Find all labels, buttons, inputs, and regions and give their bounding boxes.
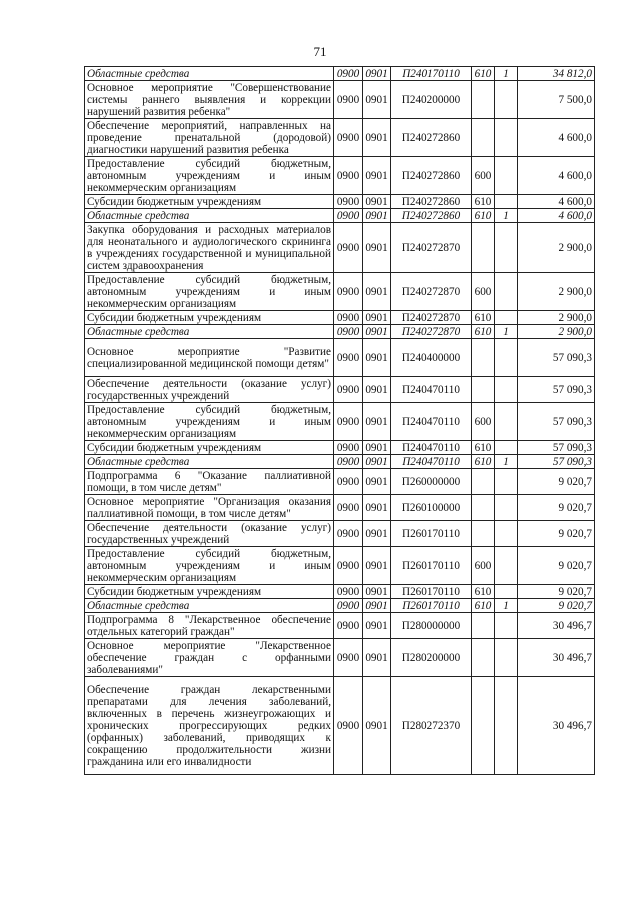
amount-cell: 57 090,3 — [518, 455, 595, 469]
table-row — [85, 377, 595, 403]
amount-cell: 4 600,0 — [518, 209, 595, 223]
expense-type-cell — [472, 639, 495, 677]
amount-cell: 2 900,0 — [518, 273, 595, 311]
section-code-cell: 0900 — [334, 585, 363, 599]
funding-source-cell — [495, 223, 518, 273]
subsection-code-cell: 0901 — [363, 613, 391, 639]
row-name-cell: Обеспечение мероприятий, направленных на проведение пренатальной (дородовой) диагностики нарушений развития ребенка — [85, 119, 334, 157]
amount-cell: 4 600,0 — [518, 195, 595, 209]
subsection-code-cell: 0901 — [363, 273, 391, 311]
target-code-cell: П260170110 — [391, 599, 472, 613]
expense-type-cell: 610 — [472, 455, 495, 469]
subsection-code-cell: 0901 — [363, 67, 391, 81]
row-name-cell: Субсидии бюджетным учреждениям — [85, 441, 334, 455]
row-name-cell: Основное мероприятие "Лекарственное обеспечение граждан с орфанными заболеваниями" — [85, 639, 334, 677]
target-code-cell: П280200000 — [391, 639, 472, 677]
row-name-cell: Предоставление субсидий бюджетным, автономным учреждениям и иным некоммерческим организациям — [85, 547, 334, 585]
section-code-cell: 0900 — [334, 195, 363, 209]
section-code-cell: 0900 — [334, 469, 363, 495]
row-name-cell: Предоставление субсидий бюджетным, автономным учреждениям и иным некоммерческим организациям — [85, 157, 334, 195]
table-row — [85, 639, 595, 677]
subsection-code-cell: 0901 — [363, 339, 391, 377]
funding-source-cell — [495, 547, 518, 585]
expense-type-cell — [472, 81, 495, 119]
amount-cell: 57 090,3 — [518, 377, 595, 403]
table-row — [85, 403, 595, 441]
amount-cell: 9 020,7 — [518, 495, 595, 521]
row-name-cell: Предоставление субсидий бюджетным, автономным учреждениям и иным некоммерческим организациям — [85, 273, 334, 311]
table-row — [85, 585, 595, 599]
table-row — [85, 195, 595, 209]
target-code-cell: П280000000 — [391, 613, 472, 639]
subsection-code-cell: 0901 — [363, 455, 391, 469]
subsection-code-cell: 0901 — [363, 677, 391, 775]
funding-source-cell — [495, 273, 518, 311]
row-name-cell: Обеспечение деятельности (оказание услуг) государственных учреждений — [85, 377, 334, 403]
row-name-cell: Подпрограмма 8 "Лекарственное обеспечение отдельных категорий граждан" — [85, 613, 334, 639]
table-row — [85, 223, 595, 273]
funding-source-cell — [495, 639, 518, 677]
table-row — [85, 495, 595, 521]
row-name-cell: Областные средства — [85, 325, 334, 339]
subsection-code-cell: 0901 — [363, 469, 391, 495]
table-row — [85, 81, 595, 119]
section-code-cell: 0900 — [334, 639, 363, 677]
amount-cell: 57 090,3 — [518, 339, 595, 377]
table-row — [85, 157, 595, 195]
expense-type-cell: 610 — [472, 599, 495, 613]
section-code-cell: 0900 — [334, 223, 363, 273]
funding-source-row — [85, 325, 595, 339]
row-name-cell: Субсидии бюджетным учреждениям — [85, 585, 334, 599]
target-code-cell: П240272870 — [391, 311, 472, 325]
subsection-code-cell: 0901 — [363, 223, 391, 273]
expense-type-cell — [472, 495, 495, 521]
subsection-code-cell: 0901 — [363, 547, 391, 585]
expense-type-cell: 600 — [472, 403, 495, 441]
section-code-cell: 0900 — [334, 495, 363, 521]
funding-source-cell — [495, 119, 518, 157]
subsection-code-cell: 0901 — [363, 599, 391, 613]
section-code-cell: 0900 — [334, 325, 363, 339]
section-code-cell: 0900 — [334, 599, 363, 613]
subsection-code-cell: 0901 — [363, 585, 391, 599]
section-code-cell: 0900 — [334, 273, 363, 311]
subsection-code-cell: 0901 — [363, 195, 391, 209]
funding-source-cell — [495, 469, 518, 495]
funding-source-cell: 1 — [495, 67, 518, 81]
funding-source-row — [85, 599, 595, 613]
section-code-cell: 0900 — [334, 119, 363, 157]
target-code-cell: П240400000 — [391, 339, 472, 377]
table-row — [85, 311, 595, 325]
funding-source-cell — [495, 157, 518, 195]
expense-type-cell: 610 — [472, 209, 495, 223]
target-code-cell: П240470110 — [391, 403, 472, 441]
section-code-cell: 0900 — [334, 81, 363, 119]
expense-type-cell: 600 — [472, 547, 495, 585]
funding-source-cell: 1 — [495, 209, 518, 223]
target-code-cell: П260170110 — [391, 521, 472, 547]
subsection-code-cell: 0901 — [363, 157, 391, 195]
amount-cell: 9 020,7 — [518, 585, 595, 599]
row-name-cell: Областные средства — [85, 67, 334, 81]
target-code-cell: П240470110 — [391, 377, 472, 403]
table-row — [85, 547, 595, 585]
row-name-cell: Основное мероприятие "Организация оказания паллиативной помощи, в том числе детям" — [85, 495, 334, 521]
row-name-cell: Подпрограмма 6 "Оказание паллиативной помощи, в том числе детям" — [85, 469, 334, 495]
target-code-cell: П240200000 — [391, 81, 472, 119]
funding-source-cell — [495, 403, 518, 441]
amount-cell: 9 020,7 — [518, 599, 595, 613]
section-code-cell: 0900 — [334, 521, 363, 547]
expense-type-cell — [472, 613, 495, 639]
section-code-cell: 0900 — [334, 455, 363, 469]
expense-type-cell: 610 — [472, 311, 495, 325]
funding-source-cell — [495, 585, 518, 599]
row-name-cell: Обеспечение граждан лекарственными препаратами для лечения заболеваний, включенных в перечень жизнеугрожающих и хронических прогрессирующих редких (орфанных) заболеваний, приводящих к сокращению продолжительности жизни гражданина или его инвалидности — [85, 677, 334, 775]
funding-source-cell — [495, 495, 518, 521]
funding-source-cell — [495, 521, 518, 547]
section-code-cell: 0900 — [334, 377, 363, 403]
funding-source-cell: 1 — [495, 455, 518, 469]
table-row — [85, 469, 595, 495]
table-row — [85, 119, 595, 157]
expense-type-cell: 610 — [472, 195, 495, 209]
section-code-cell: 0900 — [334, 209, 363, 223]
subsection-code-cell: 0901 — [363, 311, 391, 325]
subsection-code-cell: 0901 — [363, 377, 391, 403]
expense-type-cell: 610 — [472, 67, 495, 81]
table-row — [85, 441, 595, 455]
funding-source-cell: 1 — [495, 325, 518, 339]
funding-source-cell — [495, 311, 518, 325]
row-name-cell: Областные средства — [85, 455, 334, 469]
amount-cell: 30 496,7 — [518, 639, 595, 677]
subsection-code-cell: 0901 — [363, 495, 391, 521]
target-code-cell: П240470110 — [391, 441, 472, 455]
section-code-cell: 0900 — [334, 547, 363, 585]
amount-cell: 7 500,0 — [518, 81, 595, 119]
table-row — [85, 339, 595, 377]
target-code-cell: П240272870 — [391, 325, 472, 339]
funding-source-cell — [495, 441, 518, 455]
section-code-cell: 0900 — [334, 613, 363, 639]
amount-cell: 4 600,0 — [518, 157, 595, 195]
funding-source-row — [85, 209, 595, 223]
row-name-cell: Субсидии бюджетным учреждениям — [85, 195, 334, 209]
expense-type-cell — [472, 521, 495, 547]
row-name-cell: Областные средства — [85, 599, 334, 613]
expense-type-cell: 610 — [472, 441, 495, 455]
section-code-cell: 0900 — [334, 339, 363, 377]
funding-source-cell: 1 — [495, 599, 518, 613]
funding-source-cell — [495, 195, 518, 209]
expense-type-cell — [472, 119, 495, 157]
amount-cell: 30 496,7 — [518, 613, 595, 639]
table-row — [85, 273, 595, 311]
row-name-cell: Основное мероприятие "Совершенствование системы раннего выявления и коррекции нарушений развития ребенка" — [85, 81, 334, 119]
section-code-cell: 0900 — [334, 157, 363, 195]
amount-cell: 2 900,0 — [518, 325, 595, 339]
amount-cell: 2 900,0 — [518, 311, 595, 325]
amount-cell: 57 090,3 — [518, 403, 595, 441]
target-code-cell: П280272370 — [391, 677, 472, 775]
expense-type-cell: 610 — [472, 325, 495, 339]
budget-table — [84, 66, 595, 775]
expense-type-cell — [472, 469, 495, 495]
amount-cell: 9 020,7 — [518, 521, 595, 547]
subsection-code-cell: 0901 — [363, 325, 391, 339]
amount-cell: 34 812,0 — [518, 67, 595, 81]
target-code-cell: П240272860 — [391, 157, 472, 195]
expense-type-cell: 600 — [472, 273, 495, 311]
funding-source-row — [85, 455, 595, 469]
expense-type-cell: 600 — [472, 157, 495, 195]
expense-type-cell — [472, 339, 495, 377]
table-row — [85, 613, 595, 639]
subsection-code-cell: 0901 — [363, 521, 391, 547]
section-code-cell: 0900 — [334, 677, 363, 775]
target-code-cell: П260100000 — [391, 495, 472, 521]
subsection-code-cell: 0901 — [363, 403, 391, 441]
row-name-cell: Субсидии бюджетным учреждениям — [85, 311, 334, 325]
amount-cell: 2 900,0 — [518, 223, 595, 273]
row-name-cell: Обеспечение деятельности (оказание услуг) государственных учреждений — [85, 521, 334, 547]
subsection-code-cell: 0901 — [363, 119, 391, 157]
target-code-cell: П260000000 — [391, 469, 472, 495]
amount-cell: 4 600,0 — [518, 119, 595, 157]
amount-cell: 9 020,7 — [518, 469, 595, 495]
expense-type-cell — [472, 377, 495, 403]
row-name-cell: Закупка оборудования и расходных материалов для неонатального и аудиологического скрининга в учреждениях государственной и муниципальной систем здравоохранения — [85, 223, 334, 273]
section-code-cell: 0900 — [334, 311, 363, 325]
amount-cell: 57 090,3 — [518, 441, 595, 455]
subsection-code-cell: 0901 — [363, 81, 391, 119]
expense-type-cell: 610 — [472, 585, 495, 599]
page-number: 71 — [313, 44, 327, 59]
expense-type-cell — [472, 677, 495, 775]
section-code-cell: 0900 — [334, 441, 363, 455]
section-code-cell: 0900 — [334, 403, 363, 441]
target-code-cell: П240470110 — [391, 455, 472, 469]
section-code-cell: 0900 — [334, 67, 363, 81]
subsection-code-cell: 0901 — [363, 441, 391, 455]
target-code-cell: П240272860 — [391, 209, 472, 223]
table-row — [85, 521, 595, 547]
amount-cell: 9 020,7 — [518, 547, 595, 585]
funding-source-row — [85, 67, 595, 81]
funding-source-cell — [495, 81, 518, 119]
subsection-code-cell: 0901 — [363, 639, 391, 677]
funding-source-cell — [495, 677, 518, 775]
row-name-cell: Областные средства — [85, 209, 334, 223]
amount-cell: 30 496,7 — [518, 677, 595, 775]
target-code-cell: П240170110 — [391, 67, 472, 81]
row-name-cell: Основное мероприятие "Развитие специализированной медицинской помощи детям" — [85, 339, 334, 377]
funding-source-cell — [495, 377, 518, 403]
funding-source-cell — [495, 613, 518, 639]
table-row — [85, 677, 595, 775]
subsection-code-cell: 0901 — [363, 209, 391, 223]
target-code-cell: П240272870 — [391, 273, 472, 311]
expense-type-cell — [472, 223, 495, 273]
target-code-cell: П260170110 — [391, 547, 472, 585]
row-name-cell: Предоставление субсидий бюджетным, автономным учреждениям и иным некоммерческим организациям — [85, 403, 334, 441]
target-code-cell: П240272860 — [391, 195, 472, 209]
target-code-cell: П260170110 — [391, 585, 472, 599]
funding-source-cell — [495, 339, 518, 377]
target-code-cell: П240272860 — [391, 119, 472, 157]
target-code-cell: П240272870 — [391, 223, 472, 273]
